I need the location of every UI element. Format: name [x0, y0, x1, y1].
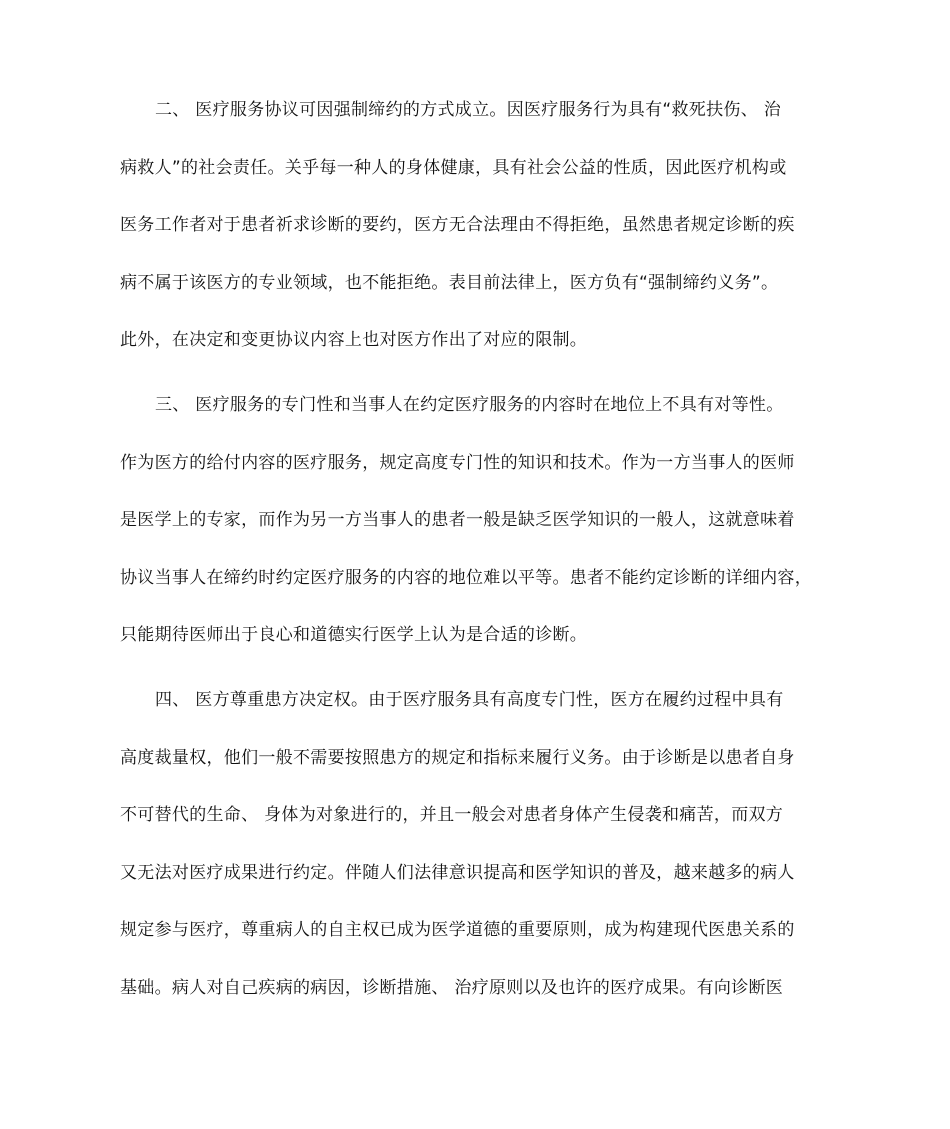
paragraph-2-line-1: 二、 医疗服务协议可因强制缔约的方式成立。因医疗服务行为具有“救死扶伤、 治 — [155, 100, 782, 120]
paragraph-4-line-2: 高度裁量权，他们一般不需要按照患方的规定和指标来履行义务。由于诊断是以患者自身 — [120, 748, 795, 768]
paragraph-2-line-4: 病不属于该医方的专业领域，也不能拒绝。表目前法律上，医方负有“强制缔约义务”。 — [120, 273, 779, 293]
paragraph-2-line-5: 此外，在决定和变更协议内容上也对医方作出了对应的限制。 — [120, 330, 588, 350]
paragraph-4-line-4: 又无法对医疗成果进行约定。伴随人们法律意识提高和医学知识的普及，越来越多的病人 — [120, 863, 795, 883]
paragraph-4-line-6: 基础。病人对自己疾病的病因，诊断措施、 治疗原则以及也许的医疗成果。有向诊断医 — [120, 978, 784, 998]
paragraph-3-line-5: 只能期待医师出于良心和道德实行医学上认为是合适的诊断。 — [120, 625, 588, 645]
paragraph-2-line-2: 病救人”的社会责任。关乎每一种人的身体健康，具有社会公益的性质，因此医疗机构或 — [120, 158, 787, 178]
paragraph-3-line-4: 协议当事人在缔约时约定医疗服务的内容的地位难以平等。患者不能约定诊断的详细内容， — [120, 568, 812, 588]
paragraph-4-line-5: 规定参与医疗，尊重病人的自主权已成为医学道德的重要原则，成为构建现代医患关系的 — [120, 920, 795, 940]
paragraph-4-line-3: 不可替代的生命、 身体为对象进行的，并且一般会对患者身体产生侵袭和痛苦，而双方 — [120, 805, 784, 825]
paragraph-3-line-1: 三、 医疗服务的专门性和当事人在约定医疗服务的内容时在地位上不具有对等性。 — [155, 395, 784, 415]
paragraph-3-line-2: 作为医方的给付内容的医疗服务，规定高度专门性的知识和技术。作为一方当事人的医师 — [120, 453, 795, 473]
paragraph-2-line-3: 医务工作者对于患者祈求诊断的要约，医方无合法理由不得拒绝，虽然患者规定诊断的疾 — [120, 215, 795, 235]
paragraph-4-line-1: 四、 医方尊重患方决定权。由于医疗服务具有高度专门性，医方在履约过程中具有 — [155, 690, 784, 710]
paragraph-3-line-3: 是医学上的专家，而作为另一方当事人的患者一般是缺乏医学知识的一般人，这就意味着 — [120, 510, 795, 530]
